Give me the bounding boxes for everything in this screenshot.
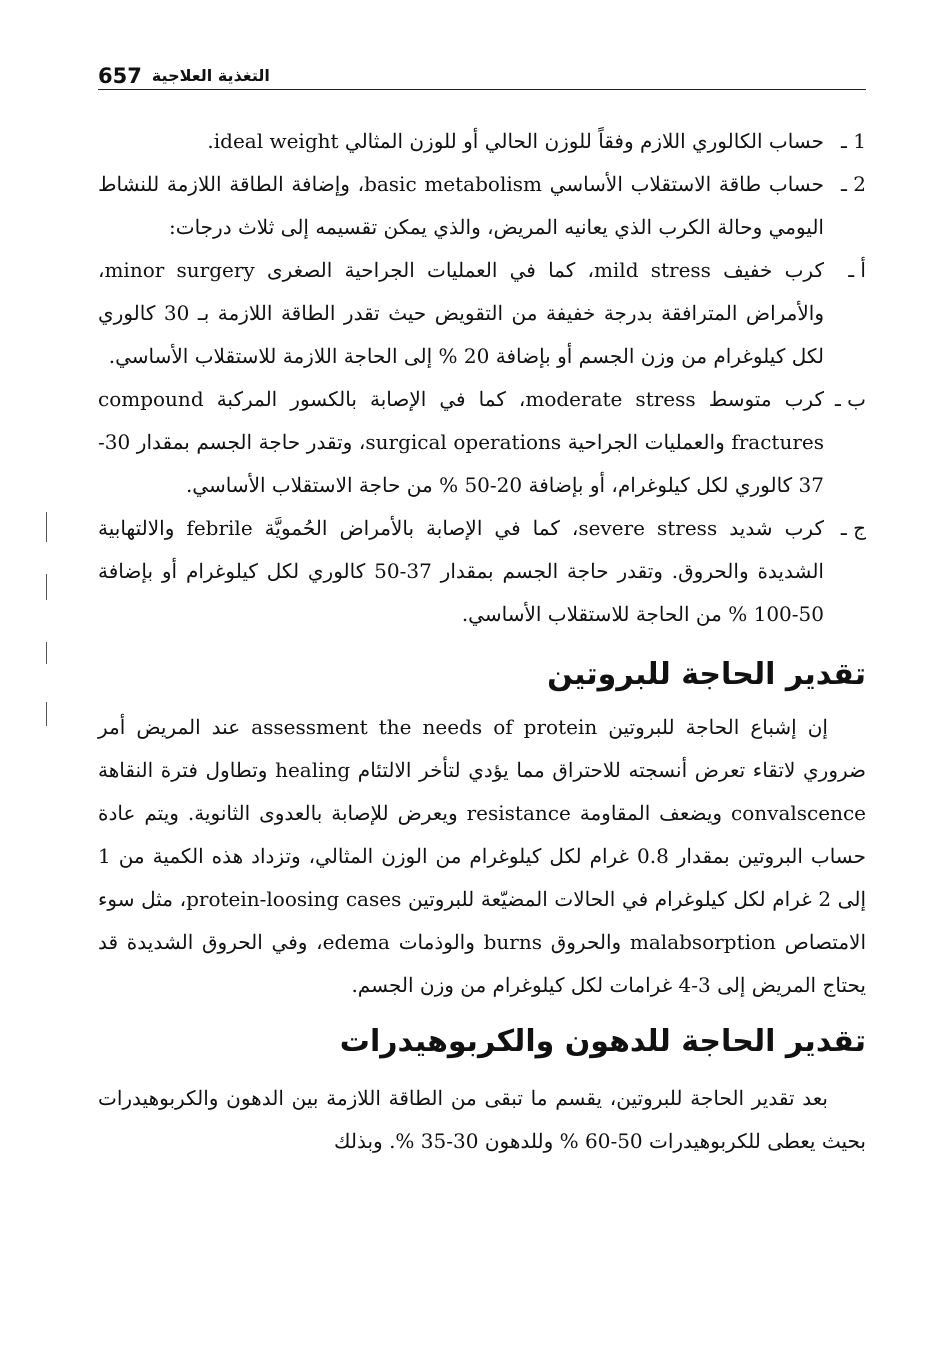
list-item <box>98 378 866 507</box>
margin-mark <box>46 574 47 600</box>
list-item <box>98 507 866 636</box>
section-paragraph-protein: إن إشباع الحاجة للبروتين assessment the needs of protein عند المريض أمر ضروري لاتقاء تعرض أنسجته للاحتراق مما يؤدي لتأخر الالتئام healing وتطاول فترة النقاهة convalscence ويضعف المقاومة resistance ويعرض للإصابة بالعدوى الثانوية. ويتم عادة حساب البروتين بمقدار 0.8 غرام لكل كيلوغرام من الوزن المثالي، وتزداد هذه الكمية من 1 إلى 2 غرام لكل كيلوغرام في الحالات المضيّعة للبروتين protein-loosing cases، مثل سوء الامتصاص malabsorption والحروق burns والوذمات edema، وفي الحروق الشديدة قد يحتاج المريض إلى 3-4 غرامات لكل كيلوغرام من وزن الجسم. <box>98 715 867 997</box>
running-title: التغذية العلاجية <box>151 66 270 85</box>
list-item-text: كرب خفيف mild stress، كما في العمليات الجراحية الصغرى minor surgery، والأمراض المترافقة بدرجة خفيفة من التقويض حيث تقدر الطاقة اللازمة بـ 30 كالوري لكل كيلوغرام من وزن الجسم أو بإضافة 20 % إلى الحاجة اللازمة للاستقلاب الأساسي. <box>98 258 824 368</box>
list-item <box>98 163 866 249</box>
list-item-marker: ب ـ <box>834 387 866 411</box>
list-item-text: كرب شديد severe stress، كما في الإصابة بالأمراض الحُمويَّة febrile والالتهابية الشديدة والحروق. وتقدر حاجة الجسم بمقدار 37-50 كالوري لكل كيلوغرام أو بإضافة 50-100 % من الحاجة للاستقلاب الأساسي. <box>98 516 824 626</box>
list-item-text: كرب متوسط moderate stress، كما في الإصابة بالكسور المركبة compound fractures والعمليات الجراحية surgical operations، وتقدر حاجة الجسم بمقدار 30-37 كالوري لكل كيلوغرام، أو بإضافة 20-50 % من حاجة الاستقلاب الأساسي. <box>98 387 824 497</box>
list-item-marker: ج ـ <box>840 516 866 540</box>
margin-mark <box>46 642 47 664</box>
section-heading-protein: تقدير الحاجة للبروتين <box>547 657 866 692</box>
list-item <box>98 249 866 378</box>
list-item-marker: 1 ـ <box>841 129 866 153</box>
page-body <box>98 120 866 1163</box>
section-heading-fats-carbs: تقدير الحاجة للدهون والكربوهيدرات <box>339 1024 866 1059</box>
margin-mark <box>46 702 47 726</box>
page-header <box>98 52 866 88</box>
list-item-marker: 2 ـ <box>841 172 866 196</box>
header-divider <box>98 89 866 90</box>
list-item-marker: أ ـ <box>848 258 866 282</box>
list-item <box>98 120 866 163</box>
list-item-text: حساب طاقة الاستقلاب الأساسي basic metabolism، وإضافة الطاقة اللازمة للنشاط اليومي وحالة الكرب الذي يعانيه المريض، والذي يمكن تقسيمه إلى ثلاث درجات: <box>98 172 824 239</box>
list-item-text: حساب الكالوري اللازم وفقاً للوزن الحالي أو للوزن المثالي ideal weight. <box>207 129 824 153</box>
margin-mark <box>46 512 47 542</box>
page-number: 657 <box>98 64 142 88</box>
margin-scan-marks <box>44 512 50 732</box>
section-paragraph-fats-carbs: بعد تقدير الحاجة للبروتين، يقسم ما تبقى من الطاقة اللازمة بين الدهون والكربوهيدرات بحيث يعطى للكربوهيدرات 50-60 % وللدهون 30-35 %. وبذلك <box>98 1086 866 1153</box>
